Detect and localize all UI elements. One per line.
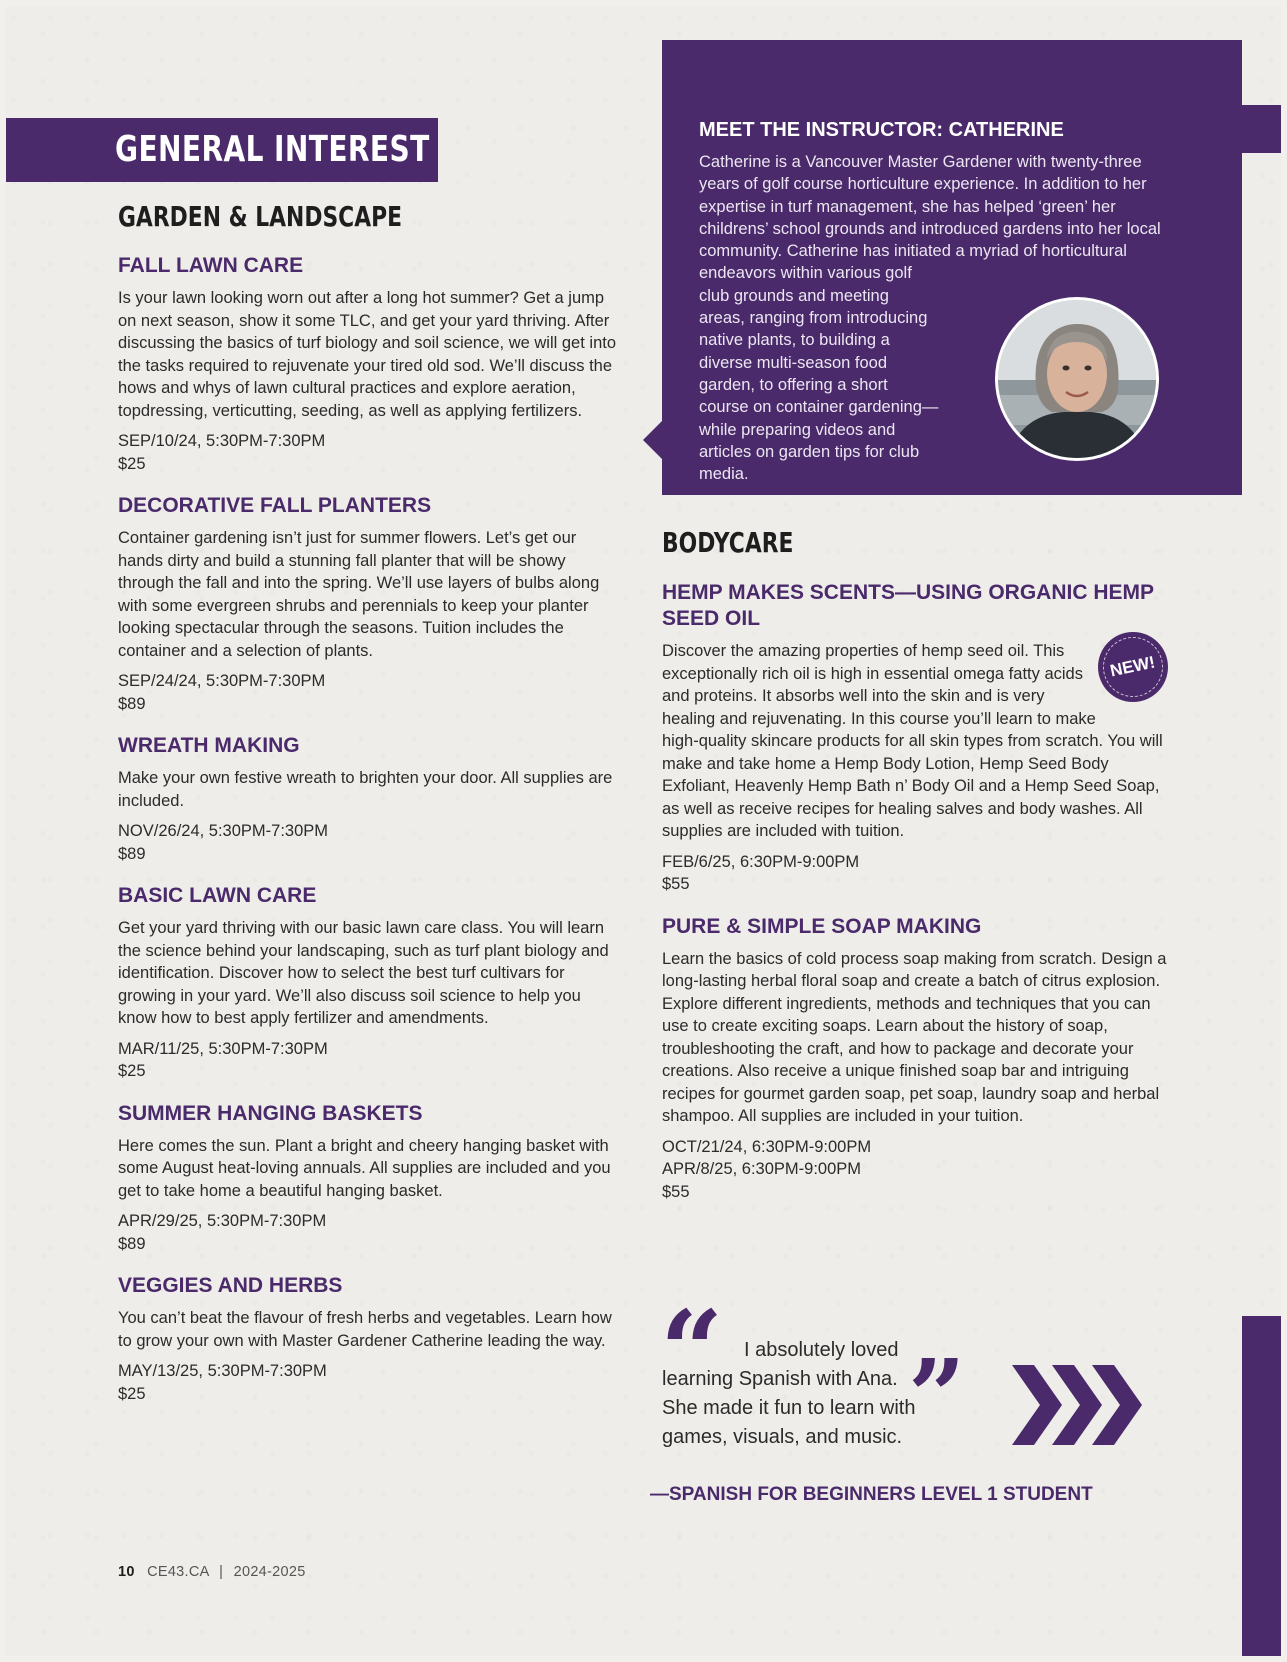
course-price: $25 — [118, 1062, 146, 1080]
course-title[interactable]: DECORATIVE FALL PLANTERS — [118, 494, 432, 517]
testimonial-line-2: learning Spanish with Ana. — [662, 1368, 898, 1390]
course-date: MAR/11/25, 5:30PM-7:30PM — [118, 1039, 328, 1058]
course-price: $89 — [118, 1234, 146, 1253]
footer-separator: | — [219, 1564, 224, 1580]
instructor-panel-tab — [1242, 105, 1281, 153]
testimonial-line-1: I absolutely loved — [744, 1339, 899, 1361]
course-date: APR/29/25, 5:30PM-7:30PM — [118, 1212, 327, 1230]
bodycare-course-list — [662, 580, 1172, 1221]
course-title[interactable]: BASIC LAWN CARE — [118, 884, 317, 907]
course-description: Container gardening isn’t just for summer flowers. Let’s get our hands dirty and build a stunning fall planter that will be showy through the fall and into the spring. We’ll use layers of bulbs along with some evergreen shrubs and perennials to keep your planter looking spectacular through the seasons. Tuition includes the container and a selection of plants. — [118, 529, 600, 660]
course-title[interactable]: PURE & SIMPLE SOAP MAKING — [662, 914, 982, 938]
triple-chevron-right-icon — [1012, 1365, 1152, 1450]
course-date: MAY/13/25, 5:30PM-7:30PM — [118, 1362, 327, 1380]
instructor-heading: MEET THE INSTRUCTOR: CATHERINE — [699, 119, 1064, 141]
course-price: $25 — [118, 454, 146, 473]
course-price: $89 — [118, 844, 146, 863]
course-wreath-making — [118, 733, 623, 865]
page-number: 10 — [118, 1564, 135, 1580]
course-summer-hanging-baskets — [118, 1101, 623, 1256]
course-basic-lawn-care — [118, 883, 623, 1083]
course-title[interactable]: FALL LAWN CARE — [118, 254, 304, 277]
close-quote-icon: ” — [908, 1337, 966, 1455]
new-badge — [1098, 632, 1168, 702]
course-description: Make your own festive wreath to brighten your door. All supplies are included. — [118, 769, 613, 810]
course-description: Learn the basics of cold process soap making from scratch. Design a long-lasting herbal floral soap and create a batch of citrus explosion. Explore different ingredients, methods and techniques that you can use to create exciting soaps. Learn about the history of soap, troubleshooting the craft, and how to package and decorate your creations. Also receive a unique finished soap bar and intriguing recipes for gourmet garden soap, pet soap, laundry soap and herbal shampoo. All supplies are included in your tuition. — [662, 949, 1167, 1125]
instructor-photo — [998, 300, 1156, 458]
course-description-text: Discover the amazing properties of hemp seed oil. This exceptionally rich oil is high in essential omega fatty acids and proteins. It absorbs well into the skin and is very healing and rejuvenating. In this course you’ll learn to make high-quality skincare products for all skin types from scratch. You will make and take home a Hemp Body Lotion, Hemp Seed Body Exfoliant, Heavenly Hemp Bath n’ Body Oil and a Hemp Seed Soap, as well as receive recipes for healing salves and body washes. All supplies are included with tuition. — [662, 642, 1163, 840]
course-title[interactable]: VEGGIES AND HERBS — [118, 1274, 343, 1297]
course-pure-simple-soap-making — [662, 914, 1172, 1204]
course-date: FEB/6/25, 6:30PM-9:00PM — [662, 852, 860, 871]
testimonial-line-4: games, visuals, and music. — [662, 1426, 903, 1448]
course-date: SEP/10/24, 5:30PM-7:30PM — [118, 432, 326, 450]
new-badge-label: NEW! — [1108, 652, 1158, 681]
course-title[interactable]: HEMP MAKES SCENTS—USING ORGANIC HEMP SEED OIL — [662, 581, 1154, 630]
course-fall-lawn-care — [118, 253, 623, 475]
course-hemp-makes-scents — [662, 580, 1172, 896]
course-price: $55 — [662, 1182, 690, 1201]
garden-course-list — [118, 253, 623, 1423]
course-veggies-and-herbs — [118, 1273, 623, 1405]
course-description: Get your yard thriving with our basic lawn care class. You will learn the science behind your landscaping, such as turf plant biology and identification. Discover how to select the best turf cultivars for growing in your yard. We’ll also discuss soil science to help you know how to best apply fertilizer and amendments. — [118, 919, 609, 1027]
footer-year: 2024-2025 — [233, 1564, 306, 1580]
course-price: $55 — [662, 875, 690, 893]
course-price: $89 — [118, 694, 146, 713]
testimonial-line-3: She made it fun to learn with — [662, 1397, 916, 1419]
course-decorative-fall-planters — [118, 493, 623, 715]
section-title-garden: GARDEN & LANDSCAPE — [118, 200, 403, 233]
page-footer — [118, 1564, 306, 1580]
course-date: SEP/24/24, 5:30PM-7:30PM — [118, 672, 326, 690]
course-description: You can’t beat the flavour of fresh herbs and vegetables. Learn how to grow your own with Master Gardener Catherine leading the way. — [118, 1309, 612, 1350]
section-title-bodycare: BODYCARE — [662, 526, 794, 559]
course-price: $25 — [118, 1384, 146, 1403]
course-date: OCT/21/24, 6:30PM-9:00PM — [662, 1137, 872, 1156]
course-title[interactable]: SUMMER HANGING BASKETS — [118, 1101, 423, 1125]
footer-site[interactable]: CE43.CA — [147, 1564, 209, 1580]
instructor-portrait-image — [998, 300, 1156, 458]
course-description — [662, 640, 1172, 843]
page-title: GENERAL INTEREST — [115, 129, 430, 170]
decorative-side-bar — [1242, 1316, 1281, 1656]
course-date: NOV/26/24, 5:30PM-7:30PM — [118, 822, 329, 840]
testimonial-attribution: —SPANISH FOR BEGINNERS LEVEL 1 STUDENT — [650, 1484, 1093, 1505]
course-title[interactable]: WREATH MAKING — [118, 734, 300, 757]
course-date-2: APR/8/25, 6:30PM-9:00PM — [662, 1160, 862, 1178]
open-quote-icon: “ — [660, 1286, 724, 1415]
instructor-panel-pointer — [643, 420, 663, 460]
course-description: Is your lawn looking worn out after a long hot summer? Get a jump on next season, show it some TLC, and get your yard thriving. After discussing the basics of turf biology and soil science, we will get into the tasks required to rejuvenate your tired old sod. We’ll discuss the hows and whys of lawn cultural practices and explore aeration, topdressing, verticutting, seeding, as well as applying fertilizers. — [118, 289, 617, 420]
course-description: Here comes the sun. Plant a bright and cheery hanging basket with some August heat-loving annuals. All supplies are included and you get to take home a beautiful hanging basket. — [118, 1136, 611, 1200]
instructor-bio: Catherine is a Vancouver Master Gardener with twenty-three years of golf course horticulture experience. In addition to her expertise in turf management, she has helped ‘green’ her childrens’ school grounds and introduced gardens into her local community. Catherine has initiated a myriad of horticultural endeavors within various golf club grounds and meeting areas, ranging from introducing native plants, to building a diverse multi-season food garden, to offering a short course on container gardening—while preparing videos and articles on garden tips for club media. — [699, 153, 1161, 484]
